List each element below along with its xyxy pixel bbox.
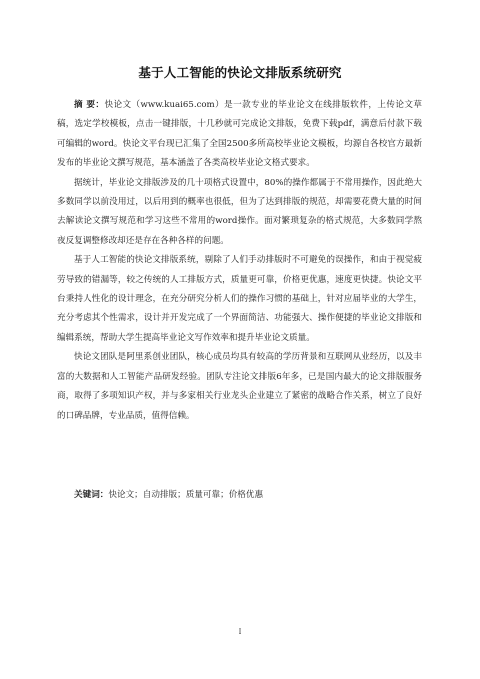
abstract-body bbox=[57, 96, 422, 426]
page-number: I bbox=[238, 628, 242, 636]
page-title: 基于人工智能的快论文排版系统研究 bbox=[138, 65, 342, 80]
abstract-paragraph-4: 快论文团队是阿里系创业团队，核心成员均具有较高的学历背景和互联网从业经历，以及丰富的大数据和人工智能产品研发经验。团队专注论文排版6年多，已是国内最大的论文排版服务商，取得了多项知识产权，并与多家相关行业龙头企业建立了紧密的战略合作关系，树立了良好的口碑品牌，专业品质，值得信赖。 bbox=[57, 352, 422, 421]
abstract-paragraph-2: 据统计，毕业论文排版涉及的几十项格式设置中，80%的操作都属于不常用操作，因此绝大多数同学以前没用过，以后用到的概率也很低，但为了达到排版的规范，却需要花费大量的时间去解读论文撰写规范和学习这些不常用的word操作。面对繁琐复杂的格式规范，大多数同学熬夜反复调整修改却还是存在各种各样的问题。 bbox=[57, 177, 422, 246]
keywords-line bbox=[57, 486, 422, 505]
abstract-paragraph-1-text: 快论文（www.kuai65.com）是一款专业的毕业论文在线排版软件，上传论文草稿，选定学校模板，点击一键排版，十几秒就可完成论文排版，免费下载pdf，满意后付款下载可编辑的word。快论文平台现已汇集了全国2500多所高校毕业论文模板，均源自各校官方最新发布的毕业论文撰写规范，基本涵盖了各类高校毕业论文格式要求。 bbox=[57, 100, 422, 169]
abstract-paragraph-3: 基于人工智能的快论文排版系统，剔除了人们手动排版时不可避免的误操作，和由于视觉疲劳导致的错漏等，较之传统的人工排版方式，质量更可靠，价格更优惠，速度更快捷。快论文平台秉持人性化的设计理念，在充分研究分析人们的操作习惯的基础上，针对应届毕业的大学生，充分考虑其个性需求，设计并开发完成了一个界面简洁、功能强大、操作便捷的毕业论文排版和编辑系统，帮助大学生提高毕业论文写作效率和提升毕业论文质量。 bbox=[57, 255, 422, 343]
keywords-text: 快论文；自动排版；质量可靠；价格优惠 bbox=[108, 490, 264, 500]
abstract-paragraph-1 bbox=[57, 96, 422, 174]
keywords-label: 关键词： bbox=[74, 490, 109, 500]
abstract-label: 摘 要： bbox=[74, 100, 105, 110]
